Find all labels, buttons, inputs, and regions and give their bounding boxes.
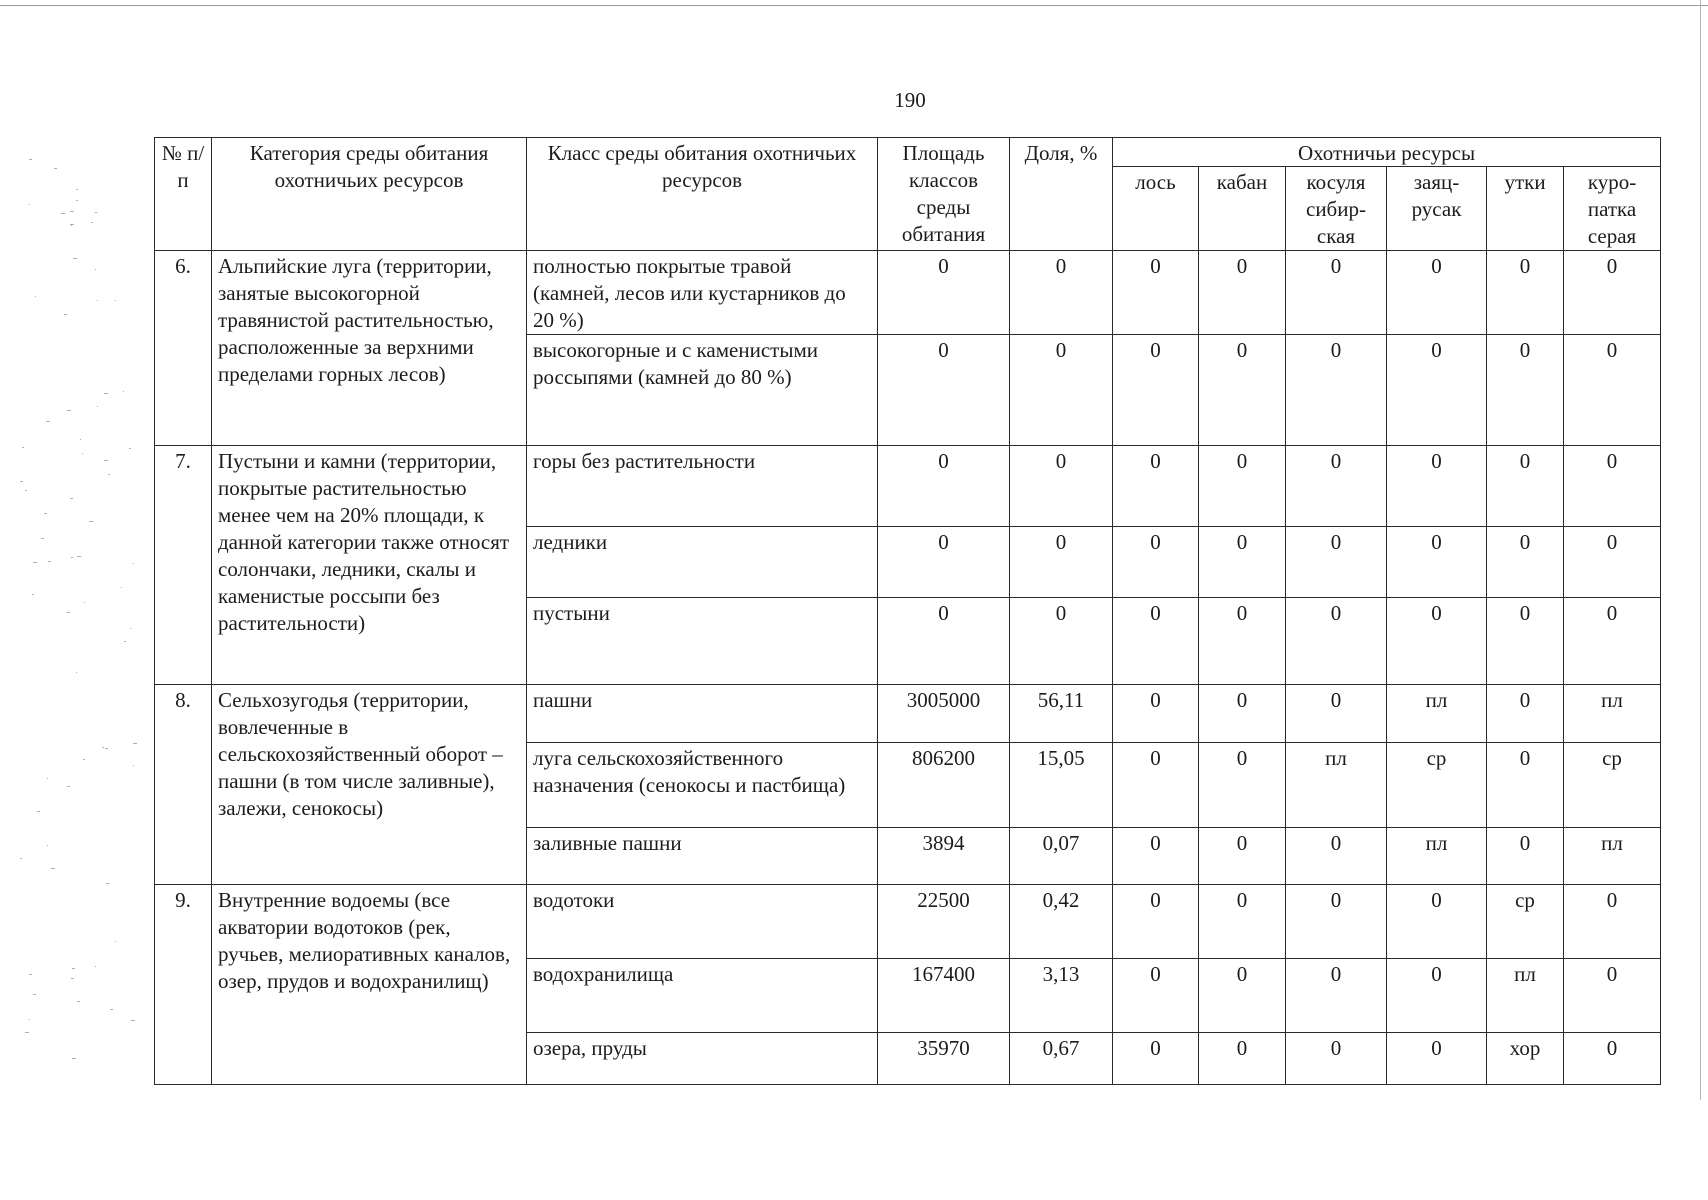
value-cell: 0: [1387, 598, 1487, 685]
class-cell: высокогорные и с каменистыми россыпями (камней до 80 %): [527, 335, 878, 446]
scan-speck: [72, 968, 75, 969]
header-resource-partridge: куро-патка серая: [1564, 167, 1661, 251]
scan-speck: [97, 300, 98, 301]
value-cell: 0: [1286, 446, 1387, 527]
class-cell: пустыни: [527, 598, 878, 685]
scan-speck: [22, 447, 24, 448]
value-cell: 0: [1286, 598, 1387, 685]
value-cell: 0: [1487, 598, 1564, 685]
scan-speck: [77, 1001, 80, 1002]
value-cell: ср: [1487, 885, 1564, 959]
value-cell: пл: [1564, 685, 1661, 743]
header-resource-hare: заяц-русак: [1387, 167, 1487, 251]
value-cell: 0: [1564, 885, 1661, 959]
value-cell: 0: [1487, 446, 1564, 527]
table-row: [155, 885, 1661, 959]
area-cell: 22500: [878, 885, 1010, 959]
scan-margin-specks: [20, 140, 140, 1100]
area-cell: 35970: [878, 1033, 1010, 1085]
scan-speck: [64, 314, 67, 315]
scan-speck: [73, 258, 77, 259]
value-cell: 0: [1113, 251, 1199, 335]
scan-speck: [133, 765, 134, 766]
scan-speck: [33, 994, 36, 995]
scan-speck: [95, 966, 96, 967]
value-cell: 0: [1487, 743, 1564, 828]
share-cell: 3,13: [1010, 959, 1113, 1033]
scan-speck: [71, 225, 72, 226]
scan-speck: [95, 269, 96, 270]
value-cell: 0: [1487, 335, 1564, 446]
header-resource-roe-deer: косуля сибир-ская: [1286, 167, 1387, 251]
header-no: № п/п: [155, 138, 212, 251]
scan-speck: [105, 748, 108, 749]
scan-speck: [133, 743, 137, 744]
value-cell: 0: [1387, 885, 1487, 959]
header-resource-elk: лось: [1113, 167, 1199, 251]
value-cell: 0: [1113, 335, 1199, 446]
share-cell: 0,42: [1010, 885, 1113, 959]
scan-speck: [76, 672, 77, 673]
value-cell: 0: [1199, 251, 1286, 335]
scan-speck: [89, 521, 93, 522]
value-cell: 0: [1286, 251, 1387, 335]
scan-speck: [123, 391, 124, 392]
scan-speck: [61, 213, 65, 214]
value-cell: 0: [1199, 685, 1286, 743]
share-cell: 0: [1010, 446, 1113, 527]
value-cell: 0: [1199, 335, 1286, 446]
scan-speck: [20, 481, 23, 482]
scan-speck: [37, 811, 40, 812]
class-cell: луга сельскохозяйственного назначения (сенокосы и пастбища): [527, 743, 878, 828]
scan-speck: [29, 974, 32, 975]
value-cell: 0: [1286, 527, 1387, 598]
scan-speck: [29, 159, 32, 160]
scan-speck: [20, 858, 22, 859]
value-cell: 0: [1564, 959, 1661, 1033]
scan-speck: [121, 587, 122, 588]
category-cell: Пустыни и камни (территории, покрытые растительностью менее чем на 20% площади, к данной категории также относят солончаки, ледники, скалы и каменистые россыпи без растительности): [212, 446, 527, 685]
share-cell: 15,05: [1010, 743, 1113, 828]
value-cell: 0: [1387, 251, 1487, 335]
scan-speck: [70, 211, 74, 212]
scan-speck: [51, 868, 55, 869]
scan-speck: [72, 1058, 76, 1059]
header-row-1: [155, 138, 1661, 167]
value-cell: хор: [1487, 1033, 1564, 1085]
class-cell: заливные пашни: [527, 828, 878, 885]
value-cell: 0: [1564, 335, 1661, 446]
share-cell: 0: [1010, 598, 1113, 685]
scan-speck: [115, 941, 116, 942]
value-cell: 0: [1387, 446, 1487, 527]
scan-speck: [25, 490, 27, 491]
value-cell: 0: [1199, 743, 1286, 828]
value-cell: пл: [1387, 828, 1487, 885]
table-row: [155, 446, 1661, 527]
area-cell: 0: [878, 335, 1010, 446]
scan-speck: [108, 474, 110, 475]
scan-speck: [124, 641, 126, 642]
area-cell: 0: [878, 251, 1010, 335]
scan-speck: [29, 204, 30, 205]
scan-speck: [47, 845, 48, 846]
value-cell: 0: [1199, 598, 1286, 685]
value-cell: пл: [1487, 959, 1564, 1033]
category-cell: Альпийские луга (территории, занятые высокогорной травянистой растительностью, расположенные за верхними пределами горных лесов): [212, 251, 527, 446]
share-cell: 0,67: [1010, 1033, 1113, 1085]
class-cell: ледники: [527, 527, 878, 598]
scan-speck: [115, 300, 116, 301]
share-cell: 0,07: [1010, 828, 1113, 885]
value-cell: 0: [1487, 685, 1564, 743]
value-cell: 0: [1199, 828, 1286, 885]
value-cell: 0: [1199, 527, 1286, 598]
scan-speck: [47, 778, 48, 779]
class-cell: горы без растительности: [527, 446, 878, 527]
value-cell: 0: [1564, 1033, 1661, 1085]
value-cell: 0: [1286, 828, 1387, 885]
header-resource-ducks: утки: [1487, 167, 1564, 251]
value-cell: 0: [1113, 598, 1199, 685]
category-cell: Внутренние водоемы (все акватории водотоков (рек, ручьев, мелиоративных каналов, озер, прудов и водохранилищ): [212, 885, 527, 1085]
scan-speck: [80, 439, 81, 440]
share-cell: 0: [1010, 527, 1113, 598]
scan-speck: [77, 556, 81, 557]
table-row: [155, 251, 1661, 335]
scan-speck: [35, 296, 36, 297]
value-cell: пл: [1564, 828, 1661, 885]
value-cell: 0: [1286, 685, 1387, 743]
value-cell: 0: [1113, 885, 1199, 959]
scan-speck: [129, 448, 131, 449]
scan-speck: [71, 557, 73, 558]
scan-speck: [29, 1019, 30, 1020]
header-category: Категория среды обитания охотничьих ресурсов: [212, 138, 527, 251]
top-scan-edge: [0, 5, 1708, 6]
value-cell: 0: [1487, 828, 1564, 885]
header-resources-group: Охотничьи ресурсы: [1113, 138, 1661, 167]
class-cell: водохранилища: [527, 959, 878, 1033]
scan-speck: [71, 978, 74, 979]
right-scan-edge: [1700, 0, 1701, 1100]
area-cell: 3894: [878, 828, 1010, 885]
value-cell: ср: [1387, 743, 1487, 828]
value-cell: пл: [1286, 743, 1387, 828]
scan-speck: [83, 759, 85, 760]
value-cell: 0: [1113, 527, 1199, 598]
row-number: 7.: [155, 446, 212, 685]
value-cell: 0: [1387, 527, 1487, 598]
value-cell: ср: [1564, 743, 1661, 828]
share-cell: 56,11: [1010, 685, 1113, 743]
area-cell: 167400: [878, 959, 1010, 1033]
share-cell: 0: [1010, 335, 1113, 446]
value-cell: 0: [1113, 828, 1199, 885]
header-area: Площадь классов среды обитания: [878, 138, 1010, 251]
scan-speck: [70, 224, 74, 225]
value-cell: 0: [1286, 885, 1387, 959]
value-cell: 0: [1199, 446, 1286, 527]
header-share: Доля, %: [1010, 138, 1113, 251]
value-cell: 0: [1387, 959, 1487, 1033]
scan-speck: [95, 212, 97, 213]
row-number: 6.: [155, 251, 212, 446]
area-cell: 806200: [878, 743, 1010, 828]
scan-speck: [97, 406, 98, 407]
scan-speck: [104, 460, 108, 461]
scan-speck: [106, 883, 109, 884]
scan-speck: [70, 498, 73, 499]
scan-speck: [54, 168, 57, 169]
scan-speck: [104, 393, 108, 394]
share-cell: 0: [1010, 251, 1113, 335]
value-cell: 0: [1113, 685, 1199, 743]
scan-speck: [91, 222, 93, 223]
header-class: Класс среды обитания охотничьих ресурсов: [527, 138, 878, 251]
scan-speck: [84, 602, 85, 603]
area-cell: 0: [878, 598, 1010, 685]
scan-speck: [76, 189, 78, 190]
value-cell: 0: [1564, 598, 1661, 685]
row-number: 8.: [155, 685, 212, 885]
page-number: 190: [894, 88, 926, 112]
row-number: 9.: [155, 885, 212, 1085]
value-cell: 0: [1199, 1033, 1286, 1085]
value-cell: 0: [1387, 335, 1487, 446]
category-cell: Сельхозугодья (территории, вовлеченные в сельскохозяйственный оборот – пашни (в том числе заливные), залежи, сенокосы): [212, 685, 527, 885]
scan-speck: [67, 410, 71, 411]
value-cell: 0: [1199, 959, 1286, 1033]
value-cell: 0: [1286, 335, 1387, 446]
scan-speck: [25, 1032, 29, 1033]
scan-speck: [32, 594, 34, 595]
scan-speck: [130, 628, 131, 629]
scan-speck: [41, 538, 44, 539]
habitat-table: [154, 137, 1661, 1085]
scan-speck: [133, 563, 134, 564]
class-cell: пашни: [527, 685, 878, 743]
value-cell: 0: [1113, 743, 1199, 828]
value-cell: 0: [1113, 959, 1199, 1033]
value-cell: 0: [1286, 1033, 1387, 1085]
area-cell: 3005000: [878, 685, 1010, 743]
scan-speck: [33, 562, 37, 563]
scan-speck: [82, 453, 83, 454]
value-cell: 0: [1564, 251, 1661, 335]
scan-speck: [76, 200, 78, 201]
value-cell: 0: [1564, 446, 1661, 527]
area-cell: 0: [878, 527, 1010, 598]
scan-speck: [48, 561, 51, 562]
value-cell: 0: [1564, 527, 1661, 598]
area-cell: 0: [878, 446, 1010, 527]
scan-speck: [46, 421, 50, 422]
value-cell: пл: [1387, 685, 1487, 743]
table-row: [155, 685, 1661, 743]
scan-speck: [110, 1009, 113, 1010]
value-cell: 0: [1487, 527, 1564, 598]
scan-speck: [131, 1020, 135, 1021]
value-cell: 0: [1113, 1033, 1199, 1085]
value-cell: 0: [1113, 446, 1199, 527]
value-cell: 0: [1387, 1033, 1487, 1085]
scan-speck: [102, 747, 104, 748]
value-cell: 0: [1487, 251, 1564, 335]
value-cell: 0: [1199, 885, 1286, 959]
scan-speck: [44, 513, 47, 514]
class-cell: озера, пруды: [527, 1033, 878, 1085]
class-cell: полностью покрытые травой (камней, лесов или кустарников до 20 %): [527, 251, 878, 335]
header-resource-boar: кабан: [1199, 167, 1286, 251]
class-cell: водотоки: [527, 885, 878, 959]
scan-speck: [67, 786, 70, 787]
value-cell: 0: [1286, 959, 1387, 1033]
scan-speck: [67, 612, 70, 613]
